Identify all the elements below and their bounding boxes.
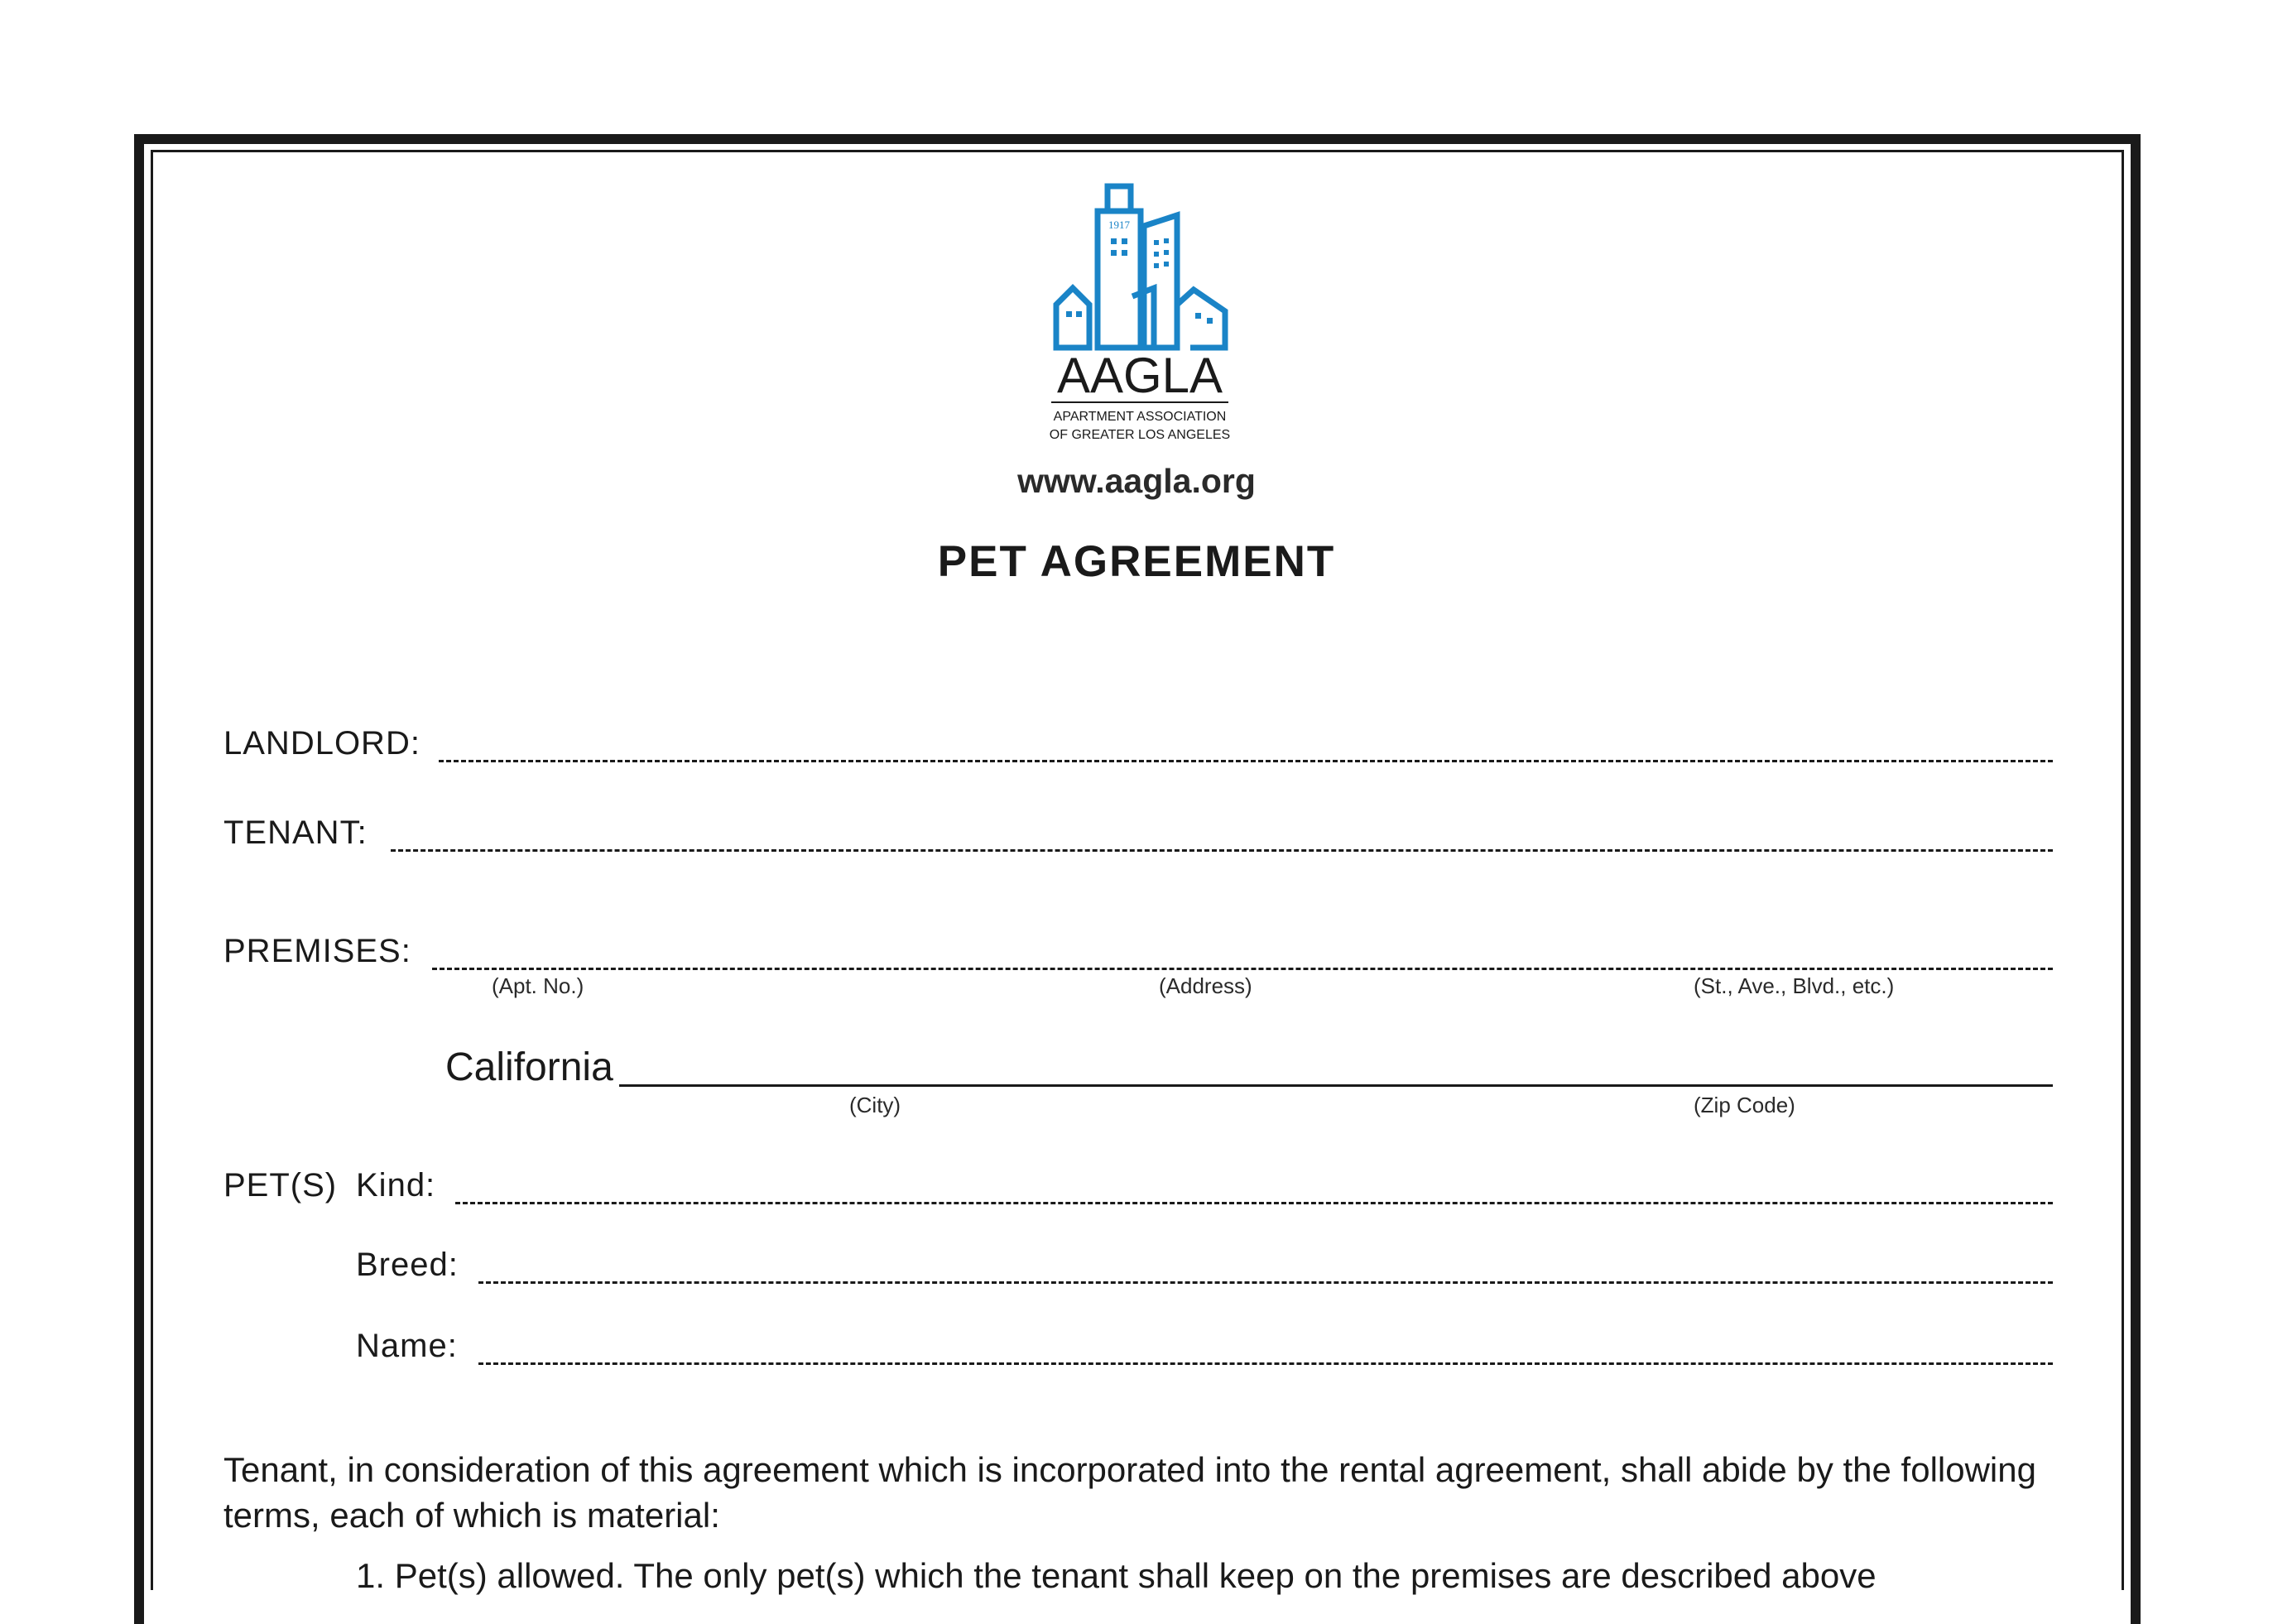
tenant-label: TENANT: xyxy=(223,814,368,851)
pet-name-label: Name: xyxy=(356,1328,458,1364)
document-title: PET AGREEMENT xyxy=(937,537,1336,586)
pet-breed-label: Breed: xyxy=(356,1247,459,1283)
caption-apt-no: (Apt. No.) xyxy=(492,973,584,998)
caption-address: (Address) xyxy=(1159,973,1252,998)
logo-tagline-1: APARTMENT ASSOCIATION xyxy=(1053,410,1227,424)
caption-zip: (Zip Code) xyxy=(1694,1093,1795,1117)
aagla-logo xyxy=(1045,180,1235,444)
landlord-label: LANDLORD: xyxy=(223,725,420,762)
tenant-field[interactable] xyxy=(391,849,2053,852)
logo-tagline-2: OF GREATER LOS ANGELES xyxy=(1049,428,1231,442)
website-url[interactable]: www.aagla.org xyxy=(1017,462,1256,500)
caption-street-type: (St., Ave., Blvd., etc.) xyxy=(1694,973,1895,998)
city-zip-field[interactable] xyxy=(619,1084,2053,1087)
city-skyline-icon xyxy=(1056,186,1225,348)
pet-kind-field[interactable] xyxy=(455,1202,2053,1204)
premises-field[interactable] xyxy=(432,968,2053,970)
logo-name: AAGLA xyxy=(1056,348,1223,403)
clause-1: 1. Pet(s) allowed. The only pet(s) which the tenant shall keep on the premises are described above xyxy=(356,1556,1877,1595)
landlord-field[interactable] xyxy=(439,760,2053,762)
state-label: California xyxy=(445,1045,613,1089)
intro-paragraph: Tenant, in consideration of this agreement which is incorporated into the rental agreement, shall abide by the following terms, each of which is material: xyxy=(223,1450,2036,1535)
caption-city: (City) xyxy=(849,1093,901,1117)
pet-kind-label: Kind: xyxy=(356,1167,436,1204)
pet-breed-field[interactable] xyxy=(478,1281,2053,1284)
logo-year: 1917 xyxy=(1108,219,1130,231)
pet-name-field[interactable] xyxy=(478,1362,2053,1365)
pets-label: PET(S) xyxy=(223,1167,338,1204)
premises-label: PREMISES: xyxy=(223,933,411,969)
